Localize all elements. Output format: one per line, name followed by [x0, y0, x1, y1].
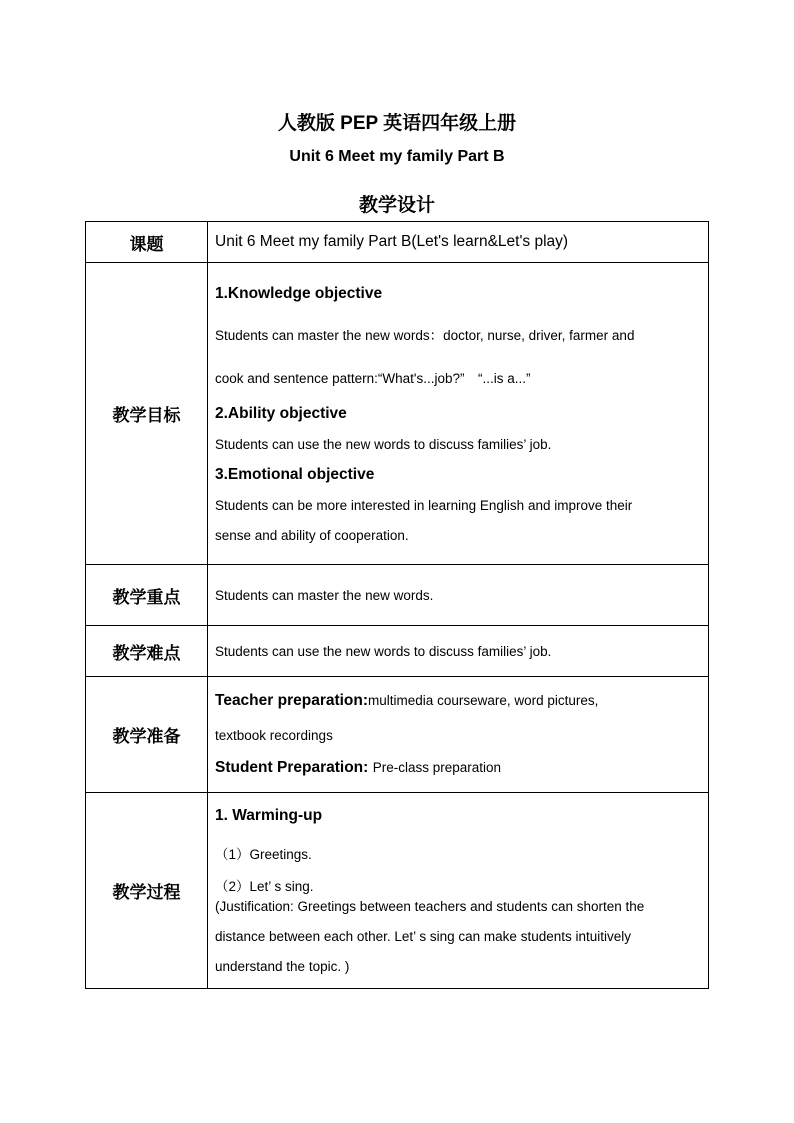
- preparation-label: 教学准备: [86, 677, 208, 793]
- justification-text-2: distance between each other. Let’ s sing can make students intuitively: [215, 929, 631, 944]
- objective-ability-heading: 2.Ability objective: [215, 404, 347, 422]
- difficulties-value: Students can use the new words to discuss families’ job.: [208, 626, 709, 677]
- objective-emotional-text-1: Students can be more interested in learning English and improve their: [215, 497, 633, 513]
- key-points-value: Students can master the new words.: [208, 565, 709, 626]
- objective-emotional-heading: 3.Emotional objective: [215, 465, 375, 483]
- justification-text-3: understand the topic. ): [215, 959, 350, 974]
- topic-label: 课题: [86, 222, 208, 263]
- warming-up-heading: 1. Warming-up: [215, 807, 323, 824]
- objectives-label: 教学目标: [86, 263, 208, 565]
- justification-text-1: (Justification: Greetings between teachers and students can shorten the: [215, 899, 645, 914]
- process-label: 教学过程: [86, 793, 208, 989]
- row-key-points: [86, 565, 709, 626]
- row-objectives: [86, 263, 709, 565]
- teacher-preparation-value: multimedia courseware, word pictures,: [368, 693, 599, 708]
- row-process: [86, 793, 709, 989]
- objective-knowledge-text-2: cook and sentence pattern:“What's...job?” “...is a...”: [215, 370, 531, 386]
- preparation-content: [208, 677, 709, 793]
- topic-value: Unit 6 Meet my family Part B(Let's learn&Let's play): [208, 222, 709, 263]
- objective-ability-text: Students can use the new words to discuss families’ job.: [215, 436, 552, 452]
- teacher-preparation-label: Teacher preparation:: [215, 692, 369, 709]
- student-preparation-label: Student Preparation:: [215, 759, 369, 776]
- step-sing: （2）Let’ s sing.: [215, 879, 314, 894]
- objective-knowledge-heading: 1.Knowledge objective: [215, 284, 383, 302]
- key-points-label: 教学重点: [86, 565, 208, 626]
- teacher-preparation-value-2: textbook recordings: [215, 728, 333, 743]
- student-preparation-value: Pre-class preparation: [372, 760, 502, 775]
- row-preparation: [86, 677, 709, 793]
- process-content: [208, 793, 709, 989]
- objective-emotional-text-2: sense and ability of cooperation.: [215, 527, 409, 543]
- difficulties-label: 教学难点: [86, 626, 208, 677]
- step-greetings: （1）Greetings.: [215, 847, 312, 862]
- objectives-content: [208, 263, 709, 565]
- row-topic: [86, 222, 709, 263]
- lesson-plan-table: [85, 221, 709, 989]
- objective-knowledge-text-1: Students can master the new words：doctor, nurse, driver, farmer and: [215, 327, 635, 343]
- document-type: 教学设计: [358, 195, 435, 216]
- row-difficulties: [86, 626, 709, 677]
- document-title: 人教版 PEP 英语四年级上册: [277, 113, 517, 134]
- document-subtitle: Unit 6 Meet my family Part B: [289, 148, 505, 165]
